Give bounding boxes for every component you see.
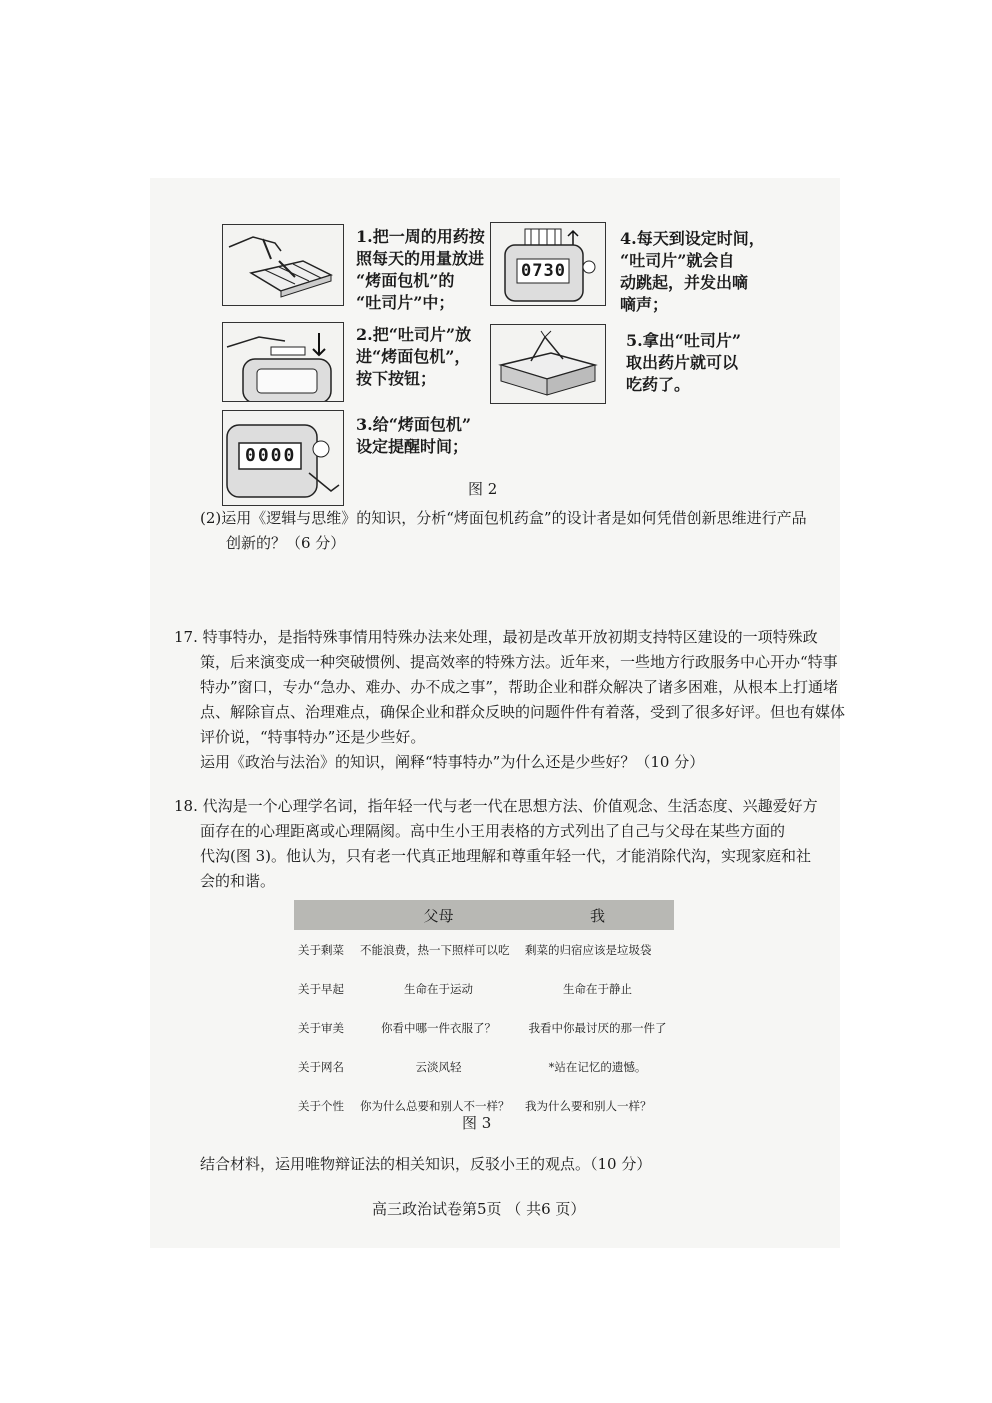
timer-display: 0000: [245, 445, 297, 466]
question-18: [174, 794, 818, 894]
table-row: [294, 969, 674, 1008]
table-row: [294, 1008, 674, 1047]
step1-text: 1.把一周的用药按 照每天的用量放进 “烤面包机”的 “吐司片”中；: [356, 227, 485, 312]
step5-text: 5.拿出“吐司片” 取出药片就可以 吃药了。: [626, 331, 742, 394]
pillbox-hand-image: [223, 225, 343, 305]
table-header: 父母: [356, 900, 521, 930]
table-cell: 关于网名: [298, 1059, 344, 1074]
table-cell: 不能浪费，热一下照样可以吃: [360, 942, 510, 957]
step4-illustration: [490, 222, 606, 306]
table-cell: 你看中哪一件衣服了？: [381, 1020, 496, 1035]
table-header-row: [294, 900, 674, 930]
table-header: [294, 900, 356, 930]
q17-line: 点、解除盲点、治理难点，确保企业和群众反映的问题件件有着落，受到了很多好评。但也有媒体: [200, 703, 846, 721]
alarm-display: 0730: [521, 261, 566, 281]
generation-gap-table: [294, 900, 674, 1125]
q17-line: 评价说，“特事特办”还是少些好。: [200, 728, 426, 746]
q16-line: 创新的？（6 分）: [226, 534, 346, 552]
table-cell: 生命在于静止: [563, 981, 632, 996]
table-row: [294, 1047, 674, 1086]
question-18-prompt: 结合材料，运用唯物辩证法的相关知识，反驳小王的观点。（10 分）: [200, 1155, 652, 1173]
figure3-caption: 图 3: [462, 1114, 492, 1132]
question-16-2: [200, 506, 807, 556]
page-footer: 高三政治试卷第5页 （ 共6 页）: [372, 1200, 586, 1218]
q18-line: 面存在的心理距离或心理隔阂。高中生小王用表格的方式列出了自己与父母在某些方面的: [200, 822, 786, 840]
q17-question: 运用《政治与法治》的知识，阐释“特事特办”为什么还是少些好？（10 分）: [200, 753, 705, 771]
step3-text: 3.给“烤面包机” 设定提醒时间；: [356, 415, 472, 456]
table-header: 我: [521, 900, 674, 930]
figure2-caption: 图 2: [468, 480, 498, 498]
q18-line: 代沟(图 3)。他认为，只有老一代真正地理解和尊重年轻一代，才能消除代沟，实现家庭和社: [200, 847, 812, 865]
table-cell: 我看中你最讨厌的那一件了: [528, 1020, 667, 1035]
table-cell: 生命在于运动: [404, 981, 473, 996]
table-cell: 云淡风轻: [415, 1059, 462, 1074]
question-17: [174, 625, 845, 775]
table-cell: *站在记忆的遗憾。: [548, 1059, 647, 1074]
table-cell: 关于审美: [298, 1020, 344, 1035]
step3-illustration: [222, 410, 344, 506]
table-cell: 关于个性: [298, 1098, 344, 1113]
step4-text: 4.每天到设定时间， “吐司片”就会自 动跳起，并发出嘀 嘀声；: [620, 229, 765, 314]
toaster-insert-image: [223, 323, 343, 401]
step5-illustration: [490, 324, 606, 404]
table-cell: 关于剩菜: [298, 942, 344, 957]
q17-line: 17. 特事特办，是指特殊事情用特殊办法来处理，最初是改革开放初期支持特区建设的一项特殊政: [174, 628, 818, 646]
q17-line: 策，后来演变成一种突破惯例、提高效率的特殊方法。近年来，一些地方行政服务中心开办“特事: [200, 653, 838, 671]
table-cell: 剩菜的归宿应该是垃圾袋: [525, 942, 652, 957]
step1-illustration: [222, 224, 344, 306]
q18-line: 会的和谐。: [200, 872, 276, 890]
q17-line: 特办”窗口，专办“急办、难办、办不成之事”，帮助企业和群众解决了诸多困难，从根本上打通堵: [200, 678, 839, 696]
table-cell: 我为什么要和别人一样？: [525, 1098, 652, 1113]
table-row: [294, 930, 674, 969]
step2-illustration: [222, 322, 344, 402]
q18-line: 18. 代沟是一个心理学名词，指年轻一代与老一代在思想方法、价值观念、生活态度、兴趣爱好方: [174, 797, 818, 815]
q16-line: (2)运用《逻辑与思维》的知识，分析“烤面包机药盒”的设计者是如何凭借创新思维进行产品: [200, 509, 807, 527]
table-cell: 关于早起: [298, 981, 344, 996]
open-pillbox-image: [491, 325, 605, 403]
step2-text: 2.把“吐司片”放 进“烤面包机”， 按下按钮；: [356, 325, 472, 388]
table-cell: 你为什么总要和别人不一样？: [360, 1098, 510, 1113]
